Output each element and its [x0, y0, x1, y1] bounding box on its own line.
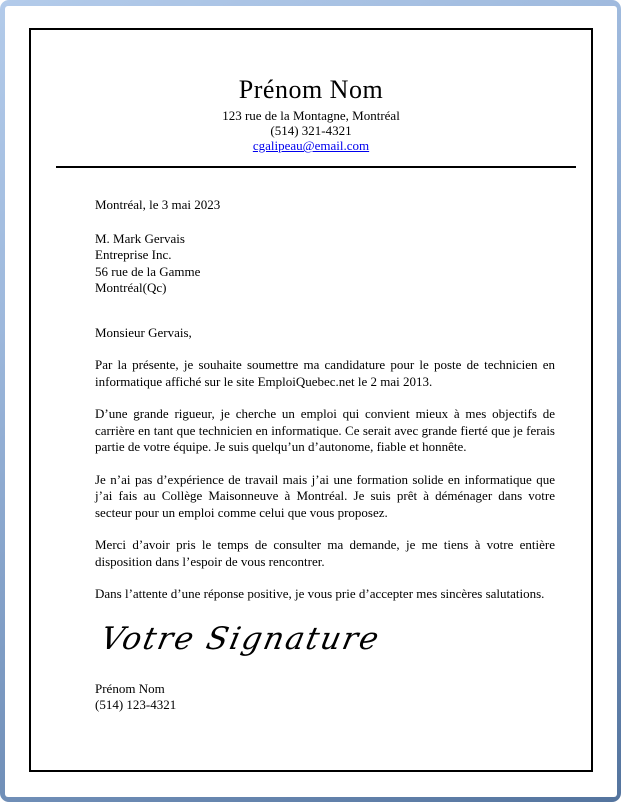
sender-address: 123 rue de la Montagne, Montréal: [222, 108, 400, 123]
signature-script: Votre Signature: [97, 620, 384, 657]
closing-line: Dans l’attente d’une réponse positive, je vous prie d’accepter mes sincères salutations.: [95, 586, 545, 601]
sender-phone: (514) 321-4321: [270, 123, 352, 138]
body-paragraph: D’une grande rigueur, je cherche un emploi qui convient mieux à mes objectifs de carrière en tant que technicien en informatique. Ce serait avec grande fierté que je ferais partie de votre équipe. Je suis quelqu’un d’autonome, fiable et honnête.: [95, 406, 555, 454]
signer-phone: (514) 123-4321: [95, 697, 177, 712]
recipient-line: Montréal(Qc): [95, 280, 167, 295]
recipient-line: 56 rue de la Gamme: [95, 263, 201, 279]
sender-name-heading: Prénom Nom: [238, 75, 384, 104]
signer-block: [95, 681, 555, 714]
letter-border: [29, 28, 593, 772]
recipient-line: Entreprise Inc.: [95, 247, 172, 262]
body-paragraph: Merci d’avoir pris le temps de consulter ma demande, je me tiens à votre entière disposition dans l’espoir de vous rencontrer.: [95, 537, 555, 569]
body-paragraph: Je n’ai pas d’expérience de travail mais j’ai une formation solide en informatique que j’ai fais au Collège Maisonneuve à Montréal. Je suis prêt à déménager dans votre secteur pour un emploi comme celui que vous proposez.: [95, 471, 555, 520]
signer-name: Prénom Nom: [95, 680, 165, 696]
letter-header: [31, 30, 591, 153]
date-line: Montréal, le 3 mai 2023: [95, 197, 221, 212]
recipient-line: M. Mark Gervais: [95, 230, 185, 246]
header-divider: [56, 166, 576, 168]
recipient-block: [95, 231, 555, 297]
body-paragraph: Par la présente, je souhaite soumettre ma candidature pour le poste de technicien en informatique affiché sur le site EmploiQuebec.net le 2 mai 2013.: [95, 357, 555, 389]
sender-email-link[interactable]: cgalipeau@email.com: [252, 138, 370, 153]
salutation: Monsieur Gervais,: [95, 324, 192, 340]
letter-body: [95, 197, 555, 714]
letter-page: [5, 6, 617, 797]
